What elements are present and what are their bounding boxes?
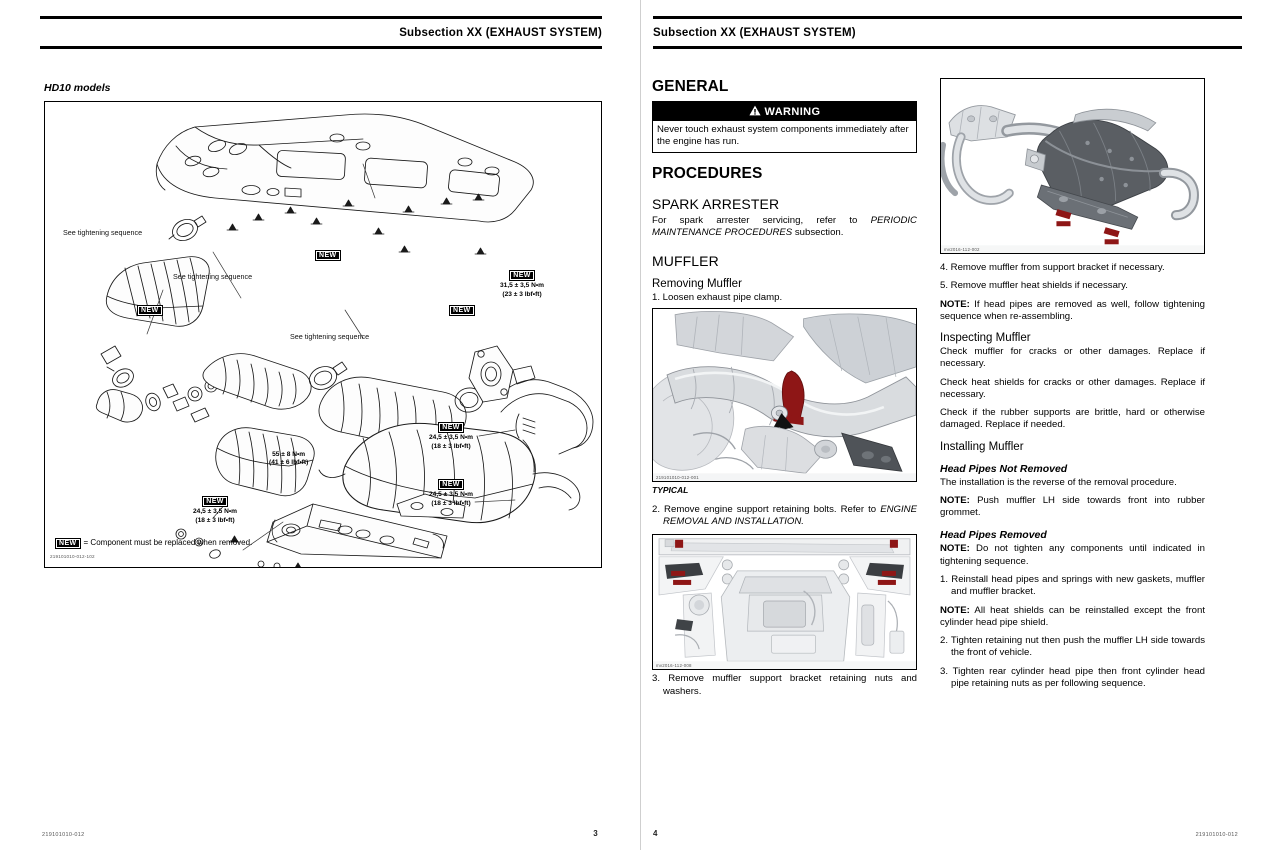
- models-label: HD10 models: [44, 82, 111, 94]
- install-step-2: 2. Tighten retaining nut then push the muffler LH side towards the front of vehicle.: [940, 635, 1205, 659]
- removing-step-5: 5. Remove muffler heat shields if necessary.: [940, 280, 1128, 292]
- note-3: [940, 543, 1205, 568]
- removing-step-2-italic: ENGINE REMOVAL AND INSTALLATION.: [663, 503, 917, 528]
- photo-muffler-assembly-id: mv2016-112-002: [944, 247, 980, 252]
- diagram-image-code: 219101010-012-102: [50, 554, 95, 559]
- head-pipes-removed-heading: Head Pipes Removed: [940, 529, 1047, 542]
- warning-bar: [653, 102, 916, 121]
- warning-triangle-icon: [749, 105, 761, 119]
- torque-metric-1: 31,5 ± 3,5 N•m: [500, 282, 545, 290]
- spark-arrester-body: [652, 215, 917, 240]
- torque-metric-3: 24,5 ± 3,5 N•m: [429, 491, 474, 499]
- torque-imperial-4: (18 ± 3 lbf•ft): [195, 516, 235, 524]
- torque-callout-4: [193, 496, 237, 525]
- header-rule-bottom: [653, 46, 1242, 49]
- legend-text: = Component must be replaced when removed.: [83, 538, 253, 548]
- sequence-label-1: See tightening sequence: [63, 228, 143, 237]
- removing-step-2-pre: 2. Remove engine support retaining bolts. Refer to: [652, 503, 881, 515]
- removing-step-1: 1. Loosen exhaust pipe clamp.: [652, 291, 783, 303]
- note-2-label: NOTE:: [940, 494, 970, 506]
- note-1-label: NOTE:: [940, 298, 970, 310]
- new-badge-callout-4: NEW: [202, 496, 228, 507]
- photo-underbody: [652, 534, 917, 670]
- sequence-label-2: See tightening sequence: [173, 272, 253, 281]
- new-badge-legend: NEW: [55, 538, 81, 549]
- spark-arrester-body-post: subsection.: [792, 227, 844, 239]
- new-badge-left: NEW: [137, 305, 163, 316]
- new-badge-callout-1: NEW: [509, 270, 535, 281]
- right-page-column-2: [940, 78, 1205, 696]
- note-2: [940, 495, 1205, 520]
- new-badge-right: NEW: [449, 305, 475, 316]
- typical-caption: TYPICAL: [652, 484, 689, 495]
- sequence-label-3: See tightening sequence: [290, 332, 370, 341]
- new-badge-callout-3: NEW: [438, 479, 464, 490]
- torque-callout-2: [429, 422, 473, 451]
- torque-imperial-3: (18 ± 3 lbf•ft): [431, 499, 471, 507]
- left-footer-code: 219101010-012: [42, 832, 85, 838]
- note-1-text: If head pipes are removed as well, follow tightening sequence when re-assembling.: [940, 298, 1205, 322]
- head-pipes-not-removed-body: The installation is the reverse of the removal procedure.: [940, 476, 1177, 488]
- removing-step-2: [652, 504, 917, 529]
- note-4: [940, 605, 1205, 630]
- header-rule-bottom: [40, 46, 602, 49]
- right-footer-page-number: 4: [653, 829, 658, 838]
- new-badge-top-center: NEW: [315, 250, 341, 261]
- warning-text: Never touch exhaust system components immediately after the engine has run.: [657, 124, 909, 147]
- right-header-title: Subsection XX (EXHAUST SYSTEM): [653, 27, 856, 39]
- exploded-view-figure: [44, 101, 602, 568]
- install-step-1: 1. Reinstall head pipes and springs with new gaskets, muffler and muffler bracket.: [940, 573, 1205, 598]
- torque-callout-1: [500, 270, 544, 299]
- note-3-label: NOTE:: [940, 543, 970, 555]
- left-header-title: Subsection XX (EXHAUST SYSTEM): [399, 27, 602, 39]
- torque-callout-5: [269, 450, 308, 467]
- left-page-header: [40, 16, 602, 49]
- spark-arrester-heading: SPARK ARRESTER: [652, 195, 780, 212]
- head-pipes-not-removed-heading: Head Pipes Not Removed: [940, 462, 1068, 475]
- torque-metric-5: 55 ± 8 N•m: [272, 451, 306, 458]
- note-4-text: All heat shields can be reinstalled except the front cylinder head pipe shield.: [940, 604, 1205, 628]
- removing-step-3: 3. Remove muffler support bracket retaining nuts and washers.: [652, 673, 917, 697]
- torque-metric-2: 24,5 ± 3,5 N•m: [429, 434, 474, 442]
- right-page-header: [653, 16, 1242, 49]
- photo-muffler-assembly: [940, 78, 1205, 254]
- muffler-heading: MUFFLER: [652, 252, 719, 269]
- procedures-heading: PROCEDURES: [652, 164, 763, 182]
- install-step-3: 3. Tighten rear cylinder head pipe then front cylinder head pipe retaining nuts as per following sequence.: [940, 665, 1205, 689]
- general-heading: GENERAL: [652, 78, 729, 95]
- note-1: [940, 299, 1205, 324]
- right-page: [640, 0, 1280, 850]
- spark-arrester-body-pre: For spark arrester servicing, refer to: [652, 214, 871, 226]
- installing-muffler-heading: Installing Muffler: [940, 440, 1024, 453]
- left-footer-page-number: 3: [593, 829, 598, 838]
- warning-label: WARNING: [764, 106, 821, 118]
- removing-step-4: 4. Remove muffler from support bracket if necessary.: [940, 262, 1165, 273]
- inspect-paragraph-1: Check muffler for cracks or other damages. Replace if necessary.: [940, 346, 1205, 370]
- note-2-text: Push muffler LH side towards front into rubber grommet.: [940, 494, 1205, 519]
- spark-arrester-body-italic: PERIODIC MAINTENANCE PROCEDURES: [652, 214, 917, 239]
- right-footer-code: 219101010-012: [1195, 832, 1238, 838]
- photo-underbody-id: mv2016-112-008: [656, 663, 692, 669]
- torque-callout-3: [429, 479, 473, 508]
- photo-engine-support-id: 219101010-012-001: [656, 474, 699, 480]
- new-badge-callout-2: NEW: [438, 422, 464, 433]
- note-4-label: NOTE:: [940, 604, 970, 616]
- torque-imperial-2: (18 ± 3 lbf•ft): [431, 442, 471, 450]
- inspect-paragraph-2: Check heat shields for cracks or other damages. Replace if necessary.: [940, 376, 1205, 400]
- removing-muffler-heading: Removing Muffler: [652, 277, 742, 290]
- diagram-legend: [55, 538, 252, 549]
- note-3-text: Do not tighten any components until indicated in tightening sequence.: [940, 543, 1205, 567]
- right-page-column-1: [652, 78, 917, 704]
- inspecting-muffler-heading: Inspecting Muffler: [940, 332, 1031, 345]
- photo-engine-support: [652, 308, 917, 482]
- inspect-paragraph-3: Check if the rubber supports are brittle, hard or otherwise damaged. Replace if needed.: [940, 407, 1205, 431]
- torque-metric-4: 24,5 ± 3,5 N•m: [193, 508, 238, 516]
- torque-imperial-5: (41 ± 6 lbf•ft): [269, 459, 309, 467]
- warning-box: [652, 101, 917, 153]
- torque-imperial-1: (23 ± 3 lbf•ft): [502, 290, 542, 298]
